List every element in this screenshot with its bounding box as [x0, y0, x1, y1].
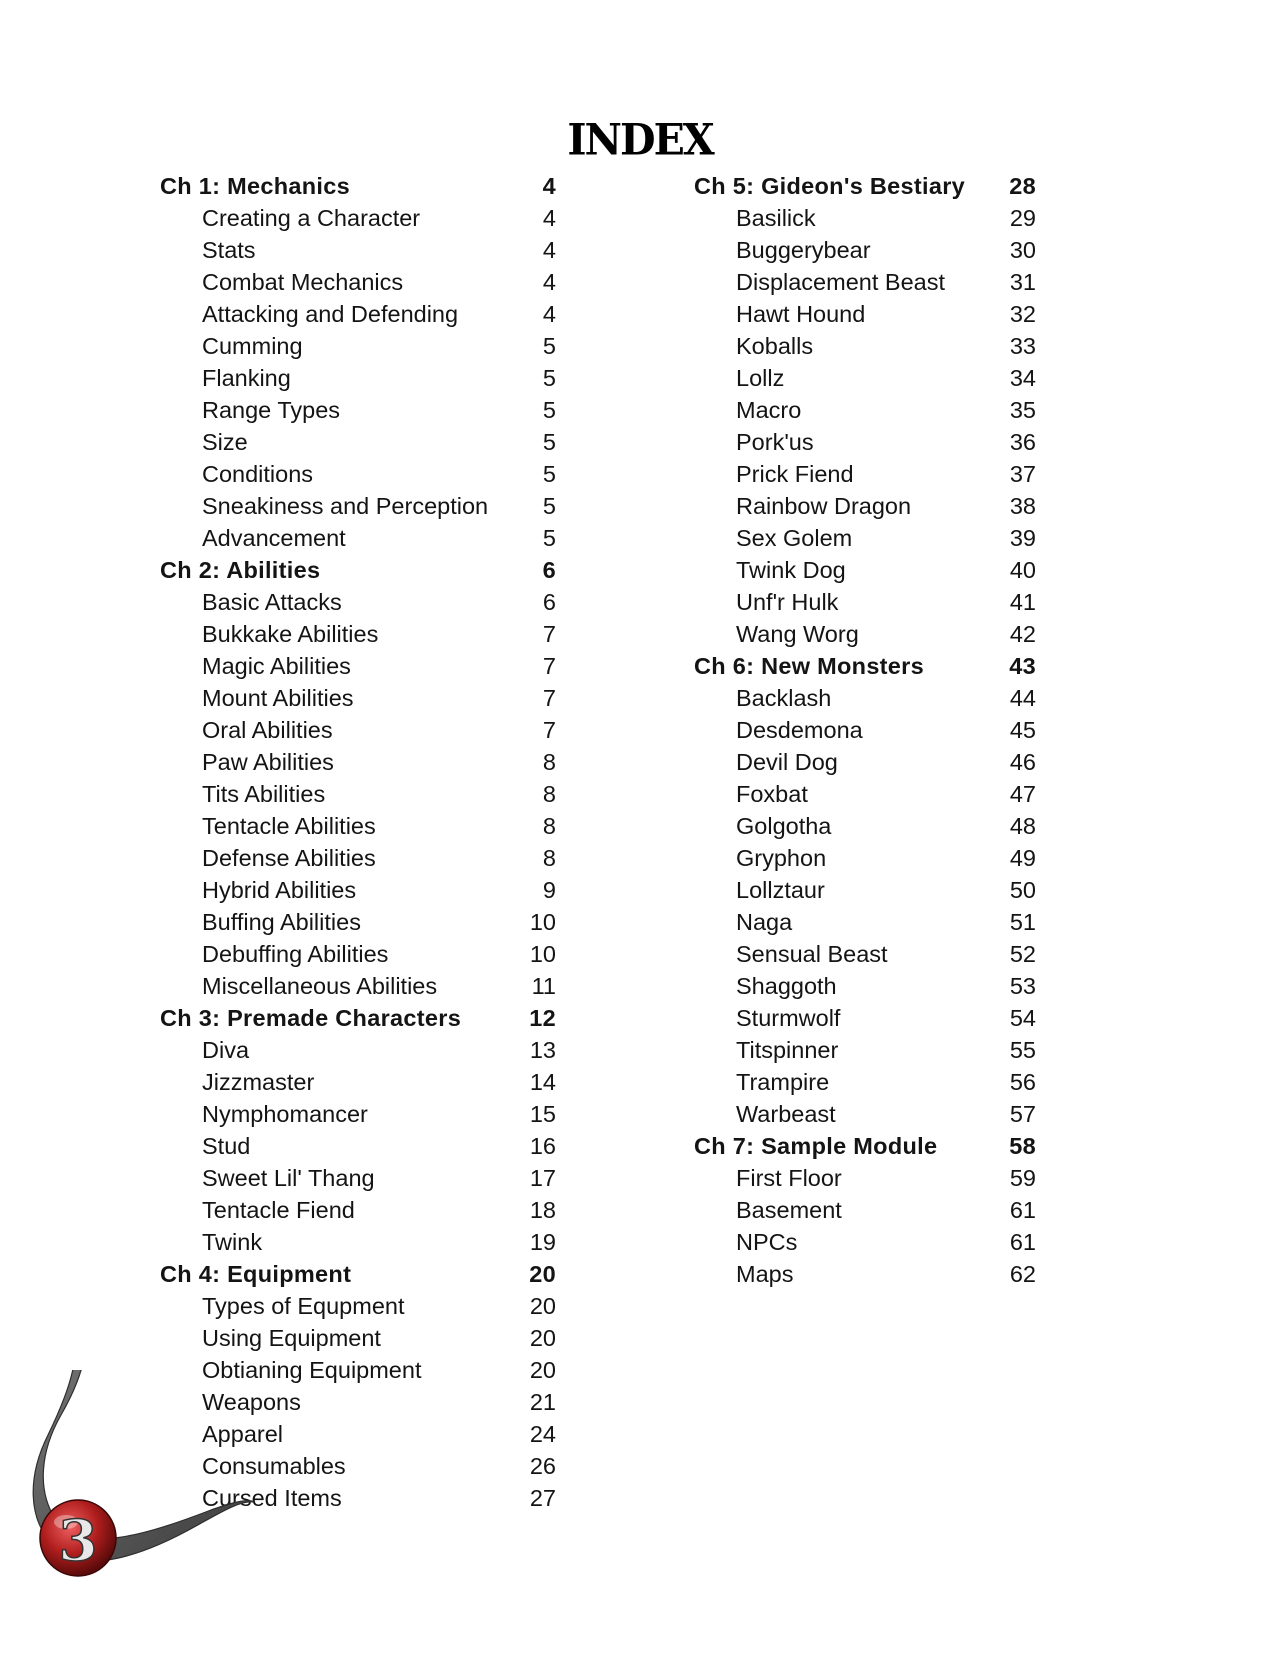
index-entry — [694, 970, 1036, 1002]
entry-title: NPCs — [736, 1229, 798, 1255]
entry-title: Consumables — [202, 1453, 346, 1479]
page-number: 42 — [1009, 621, 1036, 647]
index-entry — [160, 970, 560, 1002]
page-number: 18 — [529, 1197, 556, 1223]
chapter-title: Ch 5: Gideon's Bestiary — [694, 173, 966, 199]
index-entry — [160, 1226, 560, 1258]
index-entry — [160, 394, 560, 426]
entry-title: Desdemona — [736, 717, 863, 743]
entry-title: Attacking and Defending — [202, 301, 459, 327]
index-entry — [160, 1322, 560, 1354]
index-entry — [694, 938, 1036, 970]
page-number: 47 — [1009, 781, 1036, 807]
entry-title: Displacement Beast — [736, 269, 945, 295]
index-column-right — [694, 170, 1036, 1290]
index-entry — [694, 842, 1036, 874]
page-number: 28 — [1009, 173, 1036, 199]
entry-title: Creating a Character — [202, 205, 421, 231]
page-number: 5 — [542, 525, 556, 551]
page-number: 61 — [1009, 1229, 1036, 1255]
index-entry — [160, 234, 560, 266]
entry-title: Nymphomancer — [202, 1101, 368, 1127]
index-entry — [694, 330, 1036, 362]
index-entry — [694, 1002, 1036, 1034]
index-entry — [160, 298, 560, 330]
entry-title: Sex Golem — [736, 525, 853, 551]
index-entry — [160, 1162, 560, 1194]
page-number: 55 — [1009, 1037, 1036, 1063]
page-number: 5 — [542, 429, 556, 455]
page-number: 49 — [1009, 845, 1036, 871]
entry-title: Hawt Hound — [736, 301, 866, 327]
page-number: 32 — [1009, 301, 1036, 327]
page-number: 4 — [542, 205, 556, 231]
index-entry — [160, 330, 560, 362]
page-number: 4 — [542, 301, 556, 327]
page-number: 59 — [1009, 1165, 1036, 1191]
entry-title: Tentacle Abilities — [202, 813, 376, 839]
index-entry — [694, 394, 1036, 426]
index-entry — [694, 618, 1036, 650]
index-entry — [160, 266, 560, 298]
page-number: 45 — [1009, 717, 1036, 743]
page-number: 58 — [1009, 1133, 1036, 1159]
index-entry — [160, 842, 560, 874]
page-number: 27 — [529, 1485, 556, 1511]
page-number: 14 — [529, 1069, 556, 1095]
entry-title: Basic Attacks — [202, 589, 342, 615]
entry-title: Sweet Lil' Thang — [202, 1165, 375, 1191]
entry-title: First Floor — [736, 1165, 842, 1191]
entry-title: Wang Worg — [736, 621, 859, 647]
entry-title: Magic Abilities — [202, 653, 351, 679]
entry-title: Apparel — [202, 1421, 283, 1447]
page-number: 26 — [529, 1453, 556, 1479]
page-number: 6 — [542, 557, 556, 583]
index-entry — [694, 522, 1036, 554]
index-entry — [160, 650, 560, 682]
page-number: 40 — [1009, 557, 1036, 583]
entry-title: Miscellaneous Abilities — [202, 973, 438, 999]
index-entry — [694, 1098, 1036, 1130]
page-number: 8 — [542, 781, 556, 807]
page-number: 9 — [542, 877, 556, 903]
index-entry — [694, 906, 1036, 938]
page-number: 43 — [1009, 653, 1036, 679]
entry-title: Cursed Items — [202, 1485, 342, 1511]
index-entry — [160, 810, 560, 842]
index-entry — [160, 778, 560, 810]
page-number: 61 — [1009, 1197, 1036, 1223]
index-entry — [160, 1034, 560, 1066]
logo-glyph: 3 — [58, 1508, 98, 1574]
entry-title: Sensual Beast — [736, 941, 888, 967]
index-entry — [160, 426, 560, 458]
index-entry — [694, 362, 1036, 394]
page-number: 53 — [1009, 973, 1036, 999]
entry-title: Foxbat — [736, 781, 808, 807]
chapter-heading — [160, 1258, 560, 1290]
index-entry — [694, 1194, 1036, 1226]
page-number: 16 — [529, 1133, 556, 1159]
index-entry — [160, 1066, 560, 1098]
entry-title: Rainbow Dragon — [736, 493, 912, 519]
page-number: 33 — [1009, 333, 1036, 359]
entry-title: Tentacle Fiend — [202, 1197, 355, 1223]
page-number: 38 — [1009, 493, 1036, 519]
entry-title: Buffing Abilities — [202, 909, 361, 935]
index-entry — [160, 490, 560, 522]
index-entry — [694, 1162, 1036, 1194]
page-number: 5 — [542, 365, 556, 391]
index-entry — [160, 618, 560, 650]
index-entry — [694, 586, 1036, 618]
page-number: 5 — [542, 461, 556, 487]
chapter-title: Ch 3: Premade Characters — [160, 1005, 462, 1031]
page-number: 20 — [529, 1293, 556, 1319]
chapter-heading — [160, 1002, 560, 1034]
index-entry — [160, 586, 560, 618]
index-entry — [694, 266, 1036, 298]
page-number: 39 — [1009, 525, 1036, 551]
index-entry — [160, 746, 560, 778]
entry-title: Unf'r Hulk — [736, 589, 839, 615]
page-number: 20 — [529, 1325, 556, 1351]
entry-title: Macro — [736, 397, 802, 423]
page-number: 54 — [1009, 1005, 1036, 1031]
page-number: 20 — [529, 1261, 556, 1287]
entry-title: Lollztaur — [736, 877, 825, 903]
chapter-title: Ch 4: Equipment — [160, 1261, 352, 1287]
entry-title: Paw Abilities — [202, 749, 334, 775]
entry-title: Twink — [202, 1229, 263, 1255]
entry-title: Maps — [736, 1261, 794, 1287]
page-number: 13 — [529, 1037, 556, 1063]
entry-title: Basilick — [736, 205, 816, 231]
entry-title: Debuffing Abilities — [202, 941, 389, 967]
page-number: 52 — [1009, 941, 1036, 967]
page-number: 4 — [542, 173, 556, 199]
chapter-title: Ch 1: Mechanics — [160, 173, 350, 199]
entry-title: Gryphon — [736, 845, 827, 871]
chapter-title: Ch 6: New Monsters — [694, 653, 924, 679]
page-number: 46 — [1009, 749, 1036, 775]
entry-title: Bukkake Abilities — [202, 621, 379, 647]
entry-title: Jizzmaster — [202, 1069, 315, 1095]
page-number: 4 — [542, 269, 556, 295]
entry-title: Golgotha — [736, 813, 832, 839]
chapter-heading — [160, 554, 560, 586]
page-number: 44 — [1009, 685, 1036, 711]
entry-title: Devil Dog — [736, 749, 838, 775]
entry-title: Twink Dog — [736, 557, 846, 583]
page-number: 48 — [1009, 813, 1036, 839]
page-number: 56 — [1009, 1069, 1036, 1095]
entry-title: Backlash — [736, 685, 832, 711]
index-entry — [160, 714, 560, 746]
page-number: 8 — [542, 845, 556, 871]
chapter-heading — [694, 650, 1036, 682]
index-entry — [160, 906, 560, 938]
entry-title: Koballs — [736, 333, 814, 359]
page-number: 51 — [1009, 909, 1036, 935]
page-number: 17 — [529, 1165, 556, 1191]
index-entry — [694, 778, 1036, 810]
index-entry — [160, 458, 560, 490]
page-number: 20 — [529, 1357, 556, 1383]
page-number: 24 — [529, 1421, 556, 1447]
entry-title: Using Equipment — [202, 1325, 381, 1351]
entry-title: Types of Equpment — [202, 1293, 405, 1319]
entry-title: Oral Abilities — [202, 717, 333, 743]
chapter-title: Ch 7: Sample Module — [694, 1133, 938, 1159]
entry-title: Pork'us — [736, 429, 814, 455]
entry-title: Tits Abilities — [202, 781, 326, 807]
chapter-heading — [160, 170, 560, 202]
page-number: 62 — [1009, 1261, 1036, 1287]
entry-title: Prick Fiend — [736, 461, 854, 487]
index-entry — [694, 490, 1036, 522]
index-entry — [694, 874, 1036, 906]
page-number: 4 — [542, 237, 556, 263]
entry-title: Sturmwolf — [736, 1005, 841, 1031]
index-entry — [694, 234, 1036, 266]
index-entry — [160, 362, 560, 394]
page-number: 37 — [1009, 461, 1036, 487]
chapter-heading — [694, 170, 1036, 202]
page-number: 7 — [542, 685, 556, 711]
page-number: 34 — [1009, 365, 1036, 391]
entry-title: Hybrid Abilities — [202, 877, 357, 903]
chapter-heading — [694, 1130, 1036, 1162]
page-number: 5 — [542, 493, 556, 519]
entry-title: Combat Mechanics — [202, 269, 404, 295]
page-number: 36 — [1009, 429, 1036, 455]
page-number: 7 — [542, 621, 556, 647]
page-number: 41 — [1009, 589, 1036, 615]
entry-title: Weapons — [202, 1389, 301, 1415]
entry-title: Size — [202, 429, 248, 455]
entry-title: Mount Abilities — [202, 685, 354, 711]
page-number: 57 — [1009, 1101, 1036, 1127]
index-entry — [160, 682, 560, 714]
entry-title: Defense Abilities — [202, 845, 376, 871]
page-number: 12 — [529, 1005, 556, 1031]
page-number: 5 — [542, 333, 556, 359]
index-entry — [694, 1258, 1036, 1290]
page-number: 5 — [542, 397, 556, 423]
entry-title: Conditions — [202, 461, 314, 487]
entry-title: Sneakiness and Perception — [202, 493, 489, 519]
index-entry — [694, 1066, 1036, 1098]
index-entry — [694, 202, 1036, 234]
index-entry — [160, 1130, 560, 1162]
tentacle-logo-icon — [26, 1370, 276, 1640]
entry-title: Cumming — [202, 333, 303, 359]
page-number: 15 — [529, 1101, 556, 1127]
page-number: 35 — [1009, 397, 1036, 423]
entry-title: Lollz — [736, 365, 785, 391]
entry-title: Diva — [202, 1037, 250, 1063]
page-number: 8 — [542, 813, 556, 839]
index-entry — [694, 298, 1036, 330]
index-entry — [694, 746, 1036, 778]
entry-title: Advancement — [202, 525, 346, 551]
page-number: 50 — [1009, 877, 1036, 903]
page-number: 11 — [531, 973, 556, 999]
entry-title: Stats — [202, 237, 256, 263]
index-entry — [694, 458, 1036, 490]
index-entry — [160, 522, 560, 554]
entry-title: Shaggoth — [736, 973, 837, 999]
page-number: 30 — [1009, 237, 1036, 263]
entry-title: Buggerybear — [736, 237, 871, 263]
index-entry — [694, 1034, 1036, 1066]
entry-title: Obtianing Equipment — [202, 1357, 422, 1383]
index-entry — [160, 1098, 560, 1130]
page-number: 7 — [542, 717, 556, 743]
index-entry — [694, 714, 1036, 746]
index-entry — [160, 874, 560, 906]
entry-title: Flanking — [202, 365, 291, 391]
page-number: 7 — [542, 653, 556, 679]
index-entry — [694, 1226, 1036, 1258]
entry-title: Basement — [736, 1197, 842, 1223]
page-number: 21 — [529, 1389, 556, 1415]
index-entry — [694, 810, 1036, 842]
entry-title: Warbeast — [736, 1101, 836, 1127]
chapter-title: Ch 2: Abilities — [160, 557, 321, 583]
index-entry — [694, 682, 1036, 714]
entry-title: Stud — [202, 1133, 251, 1159]
page-number: 19 — [529, 1229, 556, 1255]
index-column-left — [160, 170, 560, 1514]
page-number: 6 — [542, 589, 556, 615]
index-entry — [694, 426, 1036, 458]
page-title: INDEX — [567, 114, 713, 166]
page-number: 29 — [1009, 205, 1036, 231]
index-entry — [160, 202, 560, 234]
entry-title: Range Types — [202, 397, 341, 423]
index-entry — [160, 938, 560, 970]
entry-title: Titspinner — [736, 1037, 839, 1063]
index-entry — [694, 554, 1036, 586]
page-number: 10 — [529, 941, 556, 967]
entry-title: Trampire — [736, 1069, 830, 1095]
index-entry — [160, 1290, 560, 1322]
page-number: 10 — [529, 909, 556, 935]
page-number: 31 — [1009, 269, 1036, 295]
page-number: 8 — [542, 749, 556, 775]
index-entry — [160, 1194, 560, 1226]
entry-title: Naga — [736, 909, 793, 935]
